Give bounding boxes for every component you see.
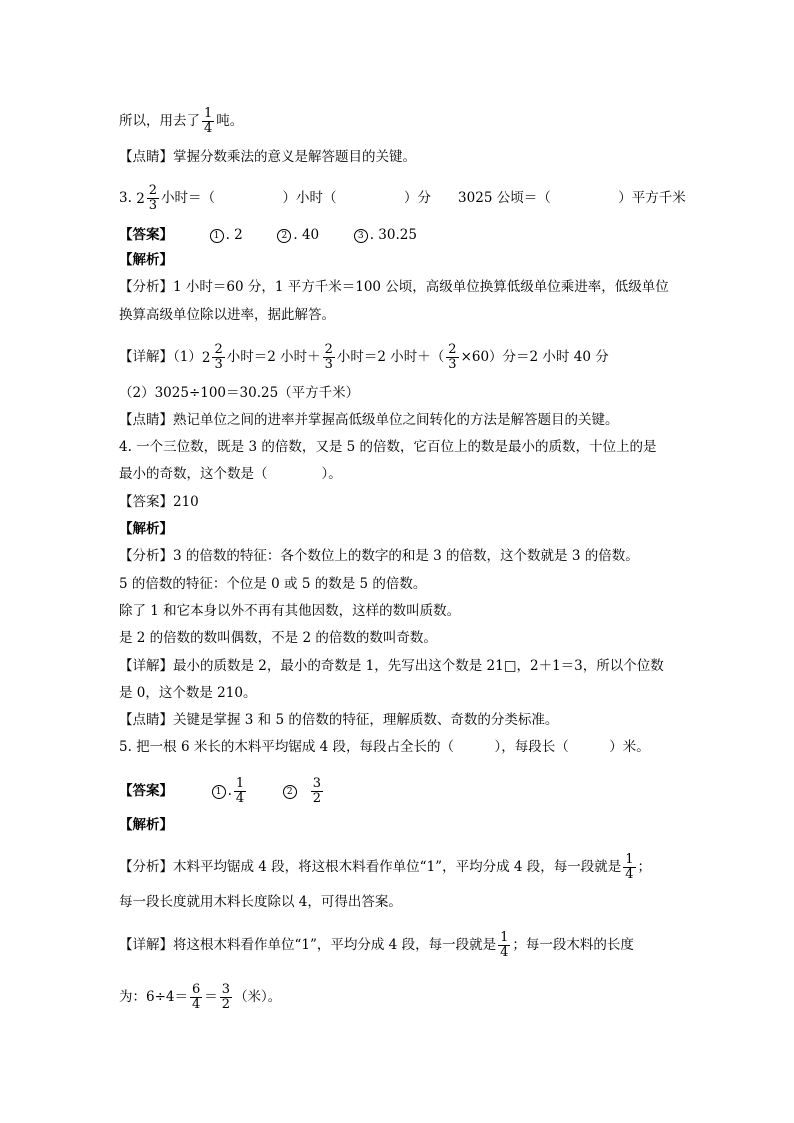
line-used-quarter-ton: [119, 107, 243, 136]
text: .: [227, 783, 232, 799]
text: 4. 一个三位数，既是 3 的倍数，又是 5 的倍数，它百位上的数是最小的质数，十位上的是: [119, 439, 657, 455]
answer-4: [119, 493, 199, 511]
fraction: [623, 853, 635, 882]
numerator: 1: [235, 776, 245, 791]
fraction: [311, 777, 323, 806]
text: 5. 把一根 6 米长的木料平均锯成 4 段，每段占全长的（ ），每段长（ ）米。: [119, 739, 650, 755]
question-number: 3.: [119, 190, 132, 206]
fraction: [220, 983, 232, 1012]
numerator: 3: [312, 776, 322, 791]
text: 每一段长度就用木料长度除以 4，可得出答案。: [119, 894, 402, 910]
answer-label: 【答案】: [119, 783, 173, 799]
mixed-number: [136, 184, 161, 213]
denominator: 2: [221, 997, 231, 1012]
analysis-4-a: [119, 547, 639, 565]
circled-number: 1: [212, 785, 226, 799]
text: 5 的倍数的特征：个位是 0 或 5 的数是 5 的倍数。: [119, 576, 427, 592]
whole: 2: [201, 349, 211, 366]
circled-number: 3: [354, 229, 368, 243]
answer-value: . 30.25: [369, 227, 417, 243]
question-4-b: [119, 465, 342, 483]
answer-value: . 40: [293, 227, 320, 243]
tip-line-4: [119, 711, 558, 729]
text: ×60）分＝2 小时 40 分: [460, 349, 609, 365]
answer-value: . 2: [225, 227, 243, 243]
denominator: 4: [500, 945, 509, 960]
denominator: 3: [324, 357, 333, 372]
question-5: [119, 738, 650, 756]
circled-number: 2: [277, 229, 291, 243]
fraction: [202, 107, 214, 136]
text: 【分析】3 的倍数的特征：各个数位上的数字的和是 3 的倍数，这个数就是 3 的倍数。: [119, 548, 639, 564]
denominator: 4: [204, 121, 213, 136]
text: 【解析】: [119, 521, 173, 537]
text: 【点睛】掌握分数乘法的意义是解答题目的关键。: [119, 149, 416, 165]
analysis-5-b: [119, 893, 402, 911]
text: 【详解】将这根木料看作单位“1”，平均分成 4 段，每一段就是: [119, 937, 497, 953]
text: 【详解】最小的质数是 2，最小的奇数是 1，先写出这个数是 21□，2＋1＝3，所以个位数: [119, 658, 664, 674]
question-4-a: [119, 438, 657, 456]
text: 是 0，这个数是 210。: [119, 685, 257, 701]
numerator: 2: [214, 342, 223, 357]
text: 最小的奇数，这个数是（ ）。: [119, 466, 342, 482]
text: 小时＝（ ）小时（ ）分 3025 公顷＝（ ）平方千米: [161, 190, 686, 206]
analysis-label: [119, 520, 173, 538]
text: 是 2 的倍数的数叫偶数，不是 2 的倍数的数叫奇数。: [119, 630, 437, 646]
denominator: 2: [312, 791, 322, 806]
mixed-number: [202, 343, 227, 372]
text: 【分析】木料平均锯成 4 段，将这根木料看作单位“1”，平均分成 4 段，每一段就是: [119, 859, 622, 875]
detail-4-b: [119, 684, 256, 702]
detail-5-b: [119, 983, 281, 1012]
fraction: [323, 343, 335, 372]
text: （2）3025÷100＝30.25（平方千米）: [119, 385, 360, 401]
numerator: 2: [148, 183, 158, 198]
analysis-4-b: [119, 575, 426, 593]
fraction: [212, 343, 224, 372]
fraction: [446, 343, 458, 372]
text: ；: [637, 859, 652, 875]
text: 所以，用去了: [119, 113, 200, 129]
fraction: [147, 184, 159, 213]
text: 小时＝2 小时＋: [226, 349, 321, 365]
fraction: [498, 931, 510, 960]
numerator: 6: [192, 982, 201, 997]
text: 吨。: [216, 113, 244, 129]
tip-line-1: [119, 148, 416, 166]
analysis-label: [119, 251, 173, 269]
analysis-3-b: [119, 306, 335, 324]
denominator: 4: [235, 791, 245, 806]
analysis-4-d: [119, 629, 437, 647]
text: 【分析】1 小时＝60 分，1 平方千米＝100 公顷，高级单位换算低级单位乘进率，低级单位: [119, 279, 669, 295]
denominator: 3: [148, 198, 158, 213]
numerator: 3: [221, 982, 231, 997]
numerator: 1: [500, 930, 509, 945]
text: 除了 1 和它本身以外不再有其他因数，这样的数叫质数。: [119, 603, 461, 619]
circled-number: 1: [210, 229, 224, 243]
text: 为：6÷4＝: [119, 989, 188, 1005]
text: （米）。: [234, 989, 282, 1005]
denominator: 4: [192, 997, 201, 1012]
text: 【详解】（1）: [119, 349, 202, 365]
denominator: 3: [448, 357, 457, 372]
fraction: [190, 983, 202, 1012]
circled-number: 2: [283, 785, 297, 799]
text: 【点睛】熟记单位之间的进率并掌握高低级单位之间转化的方法是解答题目的关键。: [119, 412, 619, 428]
text: 【点睛】关键是掌握 3 和 5 的倍数的特征，理解质数、奇数的分类标准。: [119, 712, 559, 728]
question-3: [119, 184, 686, 213]
detail-4-a: [119, 657, 664, 675]
detail-3: [119, 343, 609, 372]
answer-label: 【答案】: [119, 227, 173, 243]
analysis-3-a: [119, 278, 669, 296]
answer-3: [119, 226, 417, 244]
tip-line-3: [119, 411, 619, 429]
detail-5-a: [119, 931, 634, 960]
text: 【解析】: [119, 817, 173, 833]
analysis-5-a: [119, 853, 651, 882]
answer-5: [119, 777, 325, 806]
text: 【解析】: [119, 252, 173, 268]
numerator: 2: [448, 342, 457, 357]
text: 换算高级单位除以进率，据此解答。: [119, 307, 335, 323]
fraction: [234, 777, 246, 806]
text: ；每一段木料的长度: [512, 937, 634, 953]
numerator: 2: [324, 342, 333, 357]
analysis-4-c: [119, 602, 460, 620]
text: 小时＝2 小时＋（: [336, 349, 445, 365]
denominator: 3: [214, 357, 223, 372]
whole: 2: [136, 190, 145, 207]
numerator: 1: [204, 106, 213, 121]
numerator: 1: [625, 852, 634, 867]
text: ＝: [204, 989, 218, 1005]
analysis-label: [119, 816, 173, 834]
detail-3-2: [119, 384, 359, 402]
denominator: 4: [625, 867, 634, 882]
text: 【答案】210: [119, 494, 199, 510]
